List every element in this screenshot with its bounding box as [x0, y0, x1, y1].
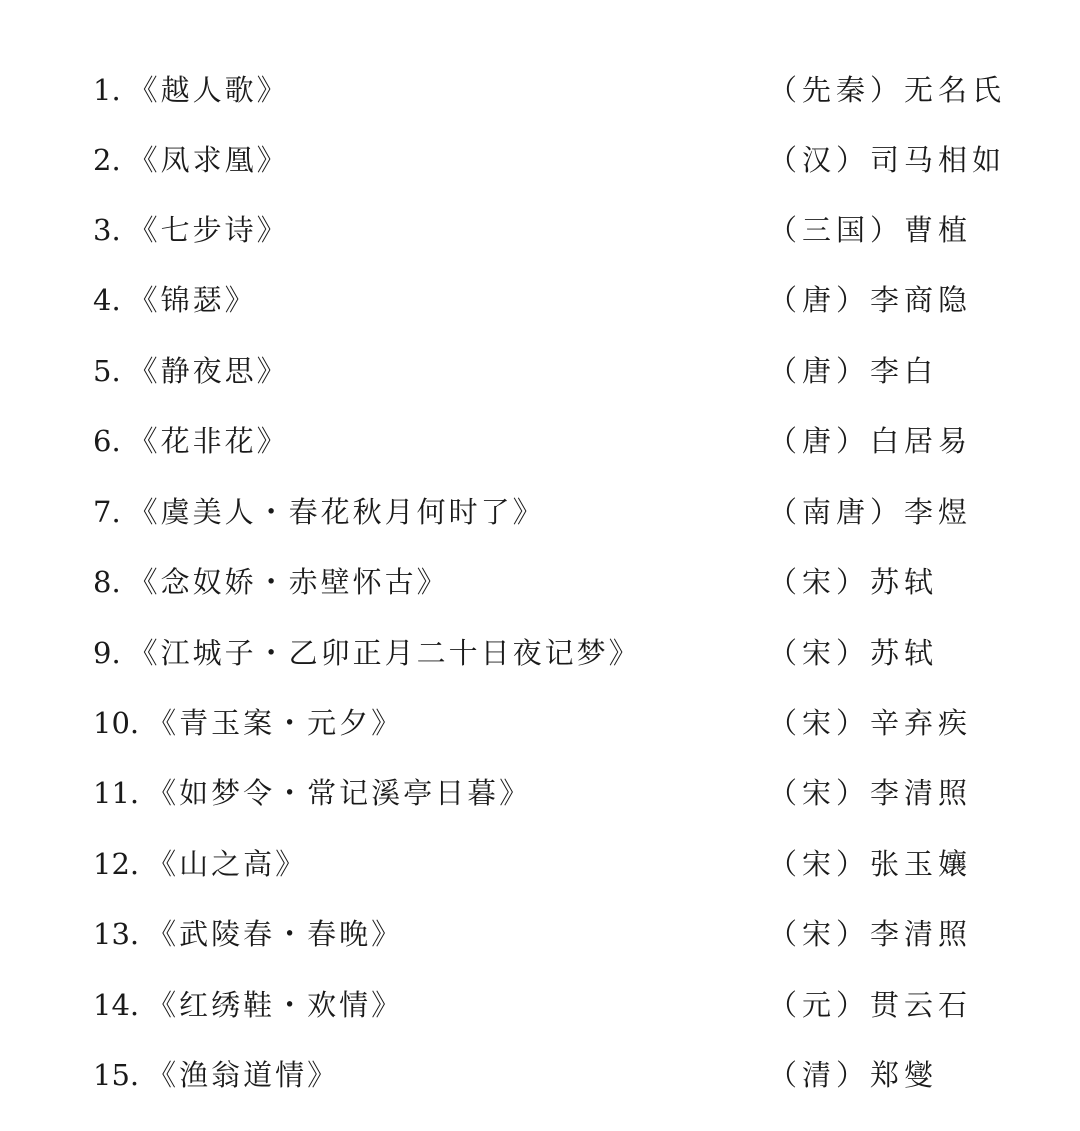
- poem-title: 《静夜思》: [128, 354, 289, 388]
- poem-title-cell: [93, 200, 289, 260]
- poem-title-cell: [93, 763, 531, 823]
- poem-row: [0, 552, 1080, 612]
- poem-title-cell: [93, 975, 403, 1035]
- poem-number: 2.: [93, 143, 121, 177]
- poem-number: 12.: [93, 847, 140, 881]
- poem-title-cell: [93, 552, 449, 612]
- poem-title: 《花非花》: [128, 424, 289, 458]
- poem-title-cell: [93, 270, 257, 330]
- poem-title: 《越人歌》: [128, 73, 289, 107]
- poem-number: 1.: [93, 73, 121, 107]
- poem-row: [0, 341, 1080, 401]
- poem-author: （清）郑燮: [768, 1058, 939, 1092]
- poem-author: （宋）李清照: [768, 776, 973, 810]
- poem-number: 15.: [93, 1058, 140, 1092]
- poem-row: [0, 763, 1080, 823]
- poem-title: 《凤求凰》: [128, 143, 289, 177]
- poem-title-cell: [93, 834, 307, 894]
- poem-number: 7.: [93, 495, 121, 529]
- poem-row: [0, 130, 1080, 190]
- poem-author: （三国）曹植: [768, 213, 973, 247]
- poem-author: （唐）李商隐: [768, 283, 973, 317]
- poem-number: 13.: [93, 917, 140, 951]
- poem-title: 《武陵春・春晚》: [147, 917, 404, 951]
- poem-number: 6.: [93, 424, 121, 458]
- poem-author: （南唐）李煜: [768, 495, 973, 529]
- poem-title: 《青玉案・元夕》: [147, 706, 404, 740]
- poem-author: （先秦）无名氏: [768, 73, 1007, 107]
- poem-author: （宋）苏轼: [768, 565, 939, 599]
- poem-title: 《念奴娇・赤壁怀古》: [128, 565, 449, 599]
- poem-row: [0, 904, 1080, 964]
- poem-author: （元）贯云石: [768, 988, 973, 1022]
- poem-title: 《虞美人・春花秋月何时了》: [128, 495, 545, 529]
- poem-author: （汉）司马相如: [768, 143, 1007, 177]
- poem-number: 3.: [93, 213, 121, 247]
- poem-row: [0, 411, 1080, 471]
- poem-title-cell: [93, 482, 545, 542]
- poem-number: 14.: [93, 988, 140, 1022]
- poem-row: [0, 834, 1080, 894]
- poem-row: [0, 482, 1080, 542]
- poem-title: 《渔翁道情》: [147, 1058, 340, 1092]
- poem-number: 8.: [93, 565, 121, 599]
- poem-title: 《山之高》: [147, 847, 308, 881]
- poem-author: （宋）辛弃疾: [768, 706, 973, 740]
- poem-title-cell: [93, 1045, 339, 1105]
- poem-title: 《如梦令・常记溪亭日暮》: [147, 776, 532, 810]
- poem-title: 《红绣鞋・欢情》: [147, 988, 404, 1022]
- poem-row: [0, 200, 1080, 260]
- poem-title-cell: [93, 60, 289, 120]
- poem-row: [0, 693, 1080, 753]
- poem-row: [0, 270, 1080, 330]
- poem-row: [0, 623, 1080, 683]
- poem-author: （宋）苏轼: [768, 636, 939, 670]
- poem-author: （唐）白居易: [768, 424, 973, 458]
- poem-number: 9.: [93, 636, 121, 670]
- poem-title: 《江城子・乙卯正月二十日夜记梦》: [128, 636, 641, 670]
- poem-row: [0, 60, 1080, 120]
- poem-number: 11.: [93, 776, 140, 810]
- poem-author: （唐）李白: [768, 354, 939, 388]
- poem-number: 5.: [93, 354, 121, 388]
- poem-title-cell: [93, 904, 403, 964]
- poem-title-cell: [93, 693, 403, 753]
- poem-row: [0, 975, 1080, 1035]
- poem-title-cell: [93, 130, 289, 190]
- poem-title: 《七步诗》: [128, 213, 289, 247]
- poem-number: 10.: [93, 706, 140, 740]
- poem-title-cell: [93, 341, 289, 401]
- poem-title-cell: [93, 623, 641, 683]
- poem-number: 4.: [93, 283, 121, 317]
- poem-author: （宋）张玉孃: [768, 847, 973, 881]
- poem-title-cell: [93, 411, 289, 471]
- poem-author: （宋）李清照: [768, 917, 973, 951]
- poem-title: 《锦瑟》: [128, 283, 257, 317]
- poem-row: [0, 1045, 1080, 1105]
